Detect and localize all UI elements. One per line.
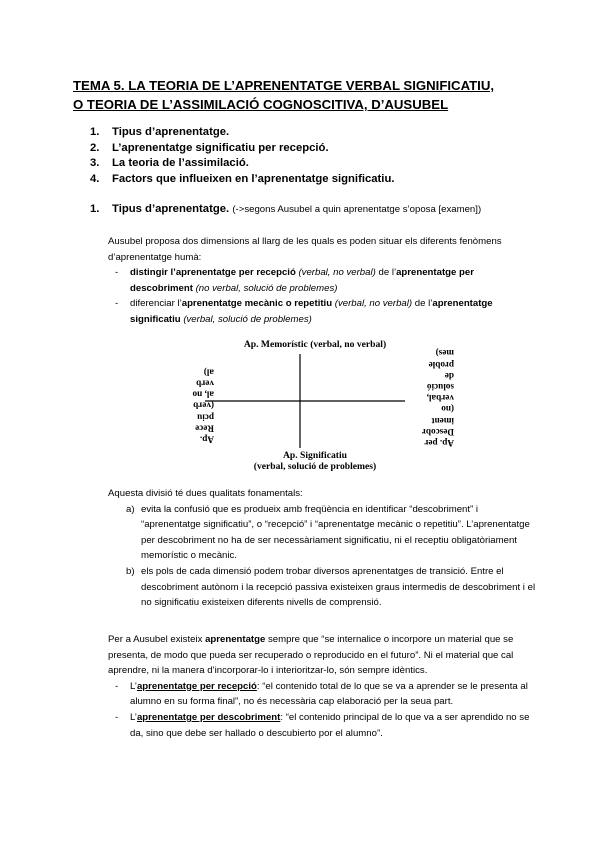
diagram-left-label: Ap. Rece pciu (verb al, no verb al) — [192, 367, 214, 445]
list-item: - L’aprenentatge per recepció: “el contenido total de lo que se va a aprender se le presenta al alumno en su forma final”, no és necessària cap elaboració per la seua part. — [115, 680, 528, 708]
toc-item: 1. Tipus d’aprenentatge. — [90, 126, 230, 138]
diagram-top-label: Ap. Memorístic (verbal, no verbal) — [243, 339, 387, 350]
intro-paragraph — [108, 234, 538, 328]
section-title: Tipus d’aprenentatge. — [112, 203, 230, 215]
list-item: b) els pols de cada dimensió podem trobar diversos aprenentatges de transició. Entre el descobriment autònom i la recepció passiva existeixen graus intermedis de descobriment i el no significatiu existeixen diferents nivells de comprensió. — [126, 565, 536, 609]
list-item: - diferenciar l’aprenentatge mecànic o repetitiu (verbal, no verbal) de l’aprenentatge significatiu (verbal, solució de problemes) — [115, 298, 493, 325]
list-item: - L’aprenentatge per descobriment: “el contenido principal de lo que va a ser aprendido no se da, sino que debe ser hallado o descubierto por el alumno”. — [115, 711, 530, 739]
toc-item: 4. Factors que influeixen en l’aprenentatge significatiu. — [90, 173, 395, 186]
diagram-bottom-label: Ap. Significatiu (verbal, solució de problemes) — [253, 450, 377, 472]
section-heading — [90, 203, 560, 215]
section-note: (->segons Ausubel a quin aprenentatge s’oposa [examen]) — [232, 204, 482, 215]
page-title — [73, 76, 543, 114]
intro-text: Ausubel proposa dos dimensions al llarg de les quals es poden situar els diferents fenòmens d’aprenentatge humà: — [108, 236, 502, 263]
ausubel-paragraph — [108, 632, 538, 741]
section-number: 1. — [90, 203, 100, 215]
qualities-intro: Aquesta divisió té dues qualitats fonamentals: — [108, 488, 303, 499]
toc-item: 2. L’aprenentatge significatiu per recepció. — [90, 141, 329, 154]
list-item: a) evita la confusió que es produeix amb freqüència en identificar “descobriment” i “aprenentatge significatiu”, o “recepció” i “aprenentatge mecànic o repetitiu”. L’aprenentatge per descobriment no ha de ser necessàriament significatiu, ni el receptiu obligatòriament memorístic o mecànic. — [126, 503, 530, 562]
title-line-2: O TEORIA DE L’ASSIMILACIÓ COGNOSCITIVA, D’AUSUBEL — [73, 97, 449, 112]
toc-item: 3. La teoria de l’assimilació. — [90, 157, 249, 170]
table-of-contents — [90, 125, 510, 188]
ausubel-text: Per a Ausubel existeix aprenentatge sempre que “se internalice o incorpore un material que se presenta, de modo que pueda ser recuperado o reproducido en el futuro”. Ni el material que cal aprendre, ni la manera d’incorporar-lo i interioritzar-lo, són sempre idèntics. — [108, 634, 514, 677]
diagram-right-label: Ap. per Descobr iment (no verbal, solució de proble mes) — [421, 348, 454, 448]
qualities-section — [108, 486, 538, 611]
list-item: - distingir l’aprenentatge per recepció (verbal, no verbal) de l’aprenentatge per descobriment (no verbal, solució de problemes) — [115, 267, 474, 294]
title-line-1: TEMA 5. LA TEORIA DE L’APRENENTATGE VERBAL SIGNIFICATIU, — [73, 78, 495, 93]
